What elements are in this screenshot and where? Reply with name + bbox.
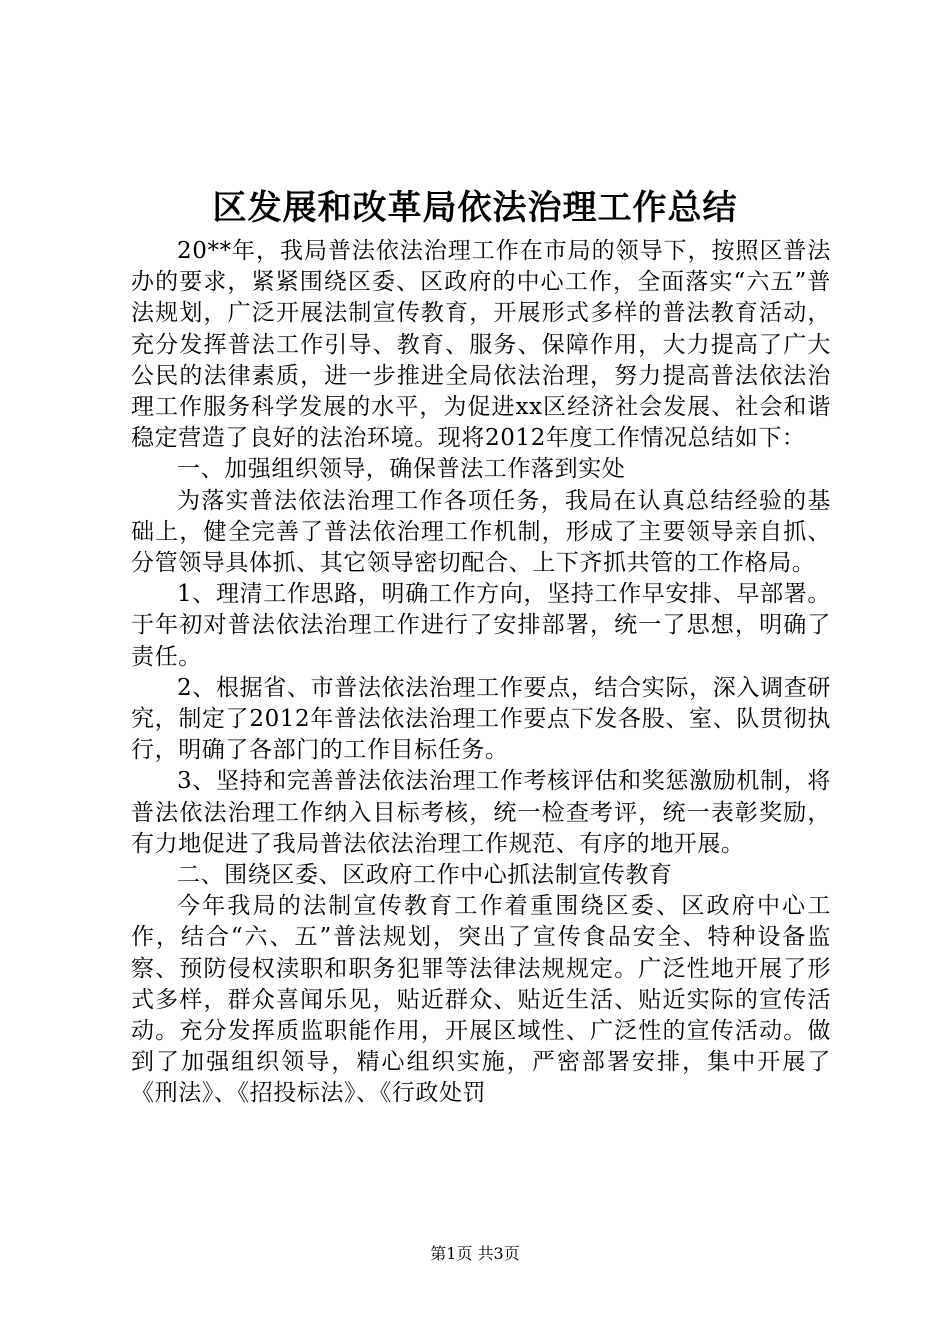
paragraph-item-3: 3、坚持和完善普法依法治理工作考核评估和奖惩激励机制，将普法依法治理工作纳入目标考核，统一检查考评，统一表彰奖励，有力地促进了我局普法依法治理工作规范、有序的地开展。 — [131, 768, 831, 857]
paragraph-intro: 20**年，我局普法依法治理工作在市局的领导下，按照区普法办的要求，紧紧围绕区委、区政府的中心工作，全面落实“六五”普法规划，广泛开展法制宣传教育，开展形式多样的普法教育活动，充分发挥普法工作引导、教育、服务、保障作用，大力提高了广大公民的法律素质，进一步推进全局依法治理，努力提高普法依法治理工作服务科学发展的水平，为促进xx区经济社会发展、社会和谐稳定营造了良好的法治环境。现将2012年度工作情况总结如下： — [131, 238, 831, 452]
section-heading-2: 二、围绕区委、区政府工作中心抓法制宣传教育 — [177, 862, 673, 889]
document-title: 区发展和改革局依法治理工作总结 — [212, 188, 738, 228]
paragraph-section-2: 今年我局的法制宣传教育工作着重围绕区委、区政府中心工作，结合“六、五”普法规划，突出了宣传食品安全、特种设备监察、预防侵权渎职和职务犯罪等法律法规规定。广泛性地开展了形式多样，群众喜闻乐见，贴近群众、贴近生活、贴近实际的宣传活动。充分发挥质监职能作用，开展区域性、广泛性的宣传活动。做到了加强组织领导，精心组织实施，严密部署安排，集中开展了《刑法》、《招投标法》、《行政处罚 — [131, 893, 831, 1107]
paragraph-item-1: 1、理清工作思路，明确工作方向，坚持工作早安排、早部署。于年初对普法依法治理工作进行了安排部署，统一了思想，明确了责任。 — [131, 581, 831, 670]
paragraph-section-1: 为落实普法依法治理工作各项任务，我局在认真总结经验的基础上，健全完善了普法依治理工作机制，形成了主要领导亲自抓、分管领导具体抓、其它领导密切配合、上下齐抓共管的工作格局。 — [131, 487, 831, 577]
section-heading-1: 一、加强组织领导，确保普法工作落到实处 — [177, 456, 626, 483]
paragraph-item-2: 2、根据省、市普法依法治理工作要点，结合实际，深入调查研究，制定了2012年普法依法治理工作要点下发各股、室、队贯彻执行，明确了各部门的工作目标任务。 — [131, 674, 831, 764]
document-body — [131, 236, 831, 1110]
page-number: 第1页 共3页 — [430, 1244, 520, 1263]
